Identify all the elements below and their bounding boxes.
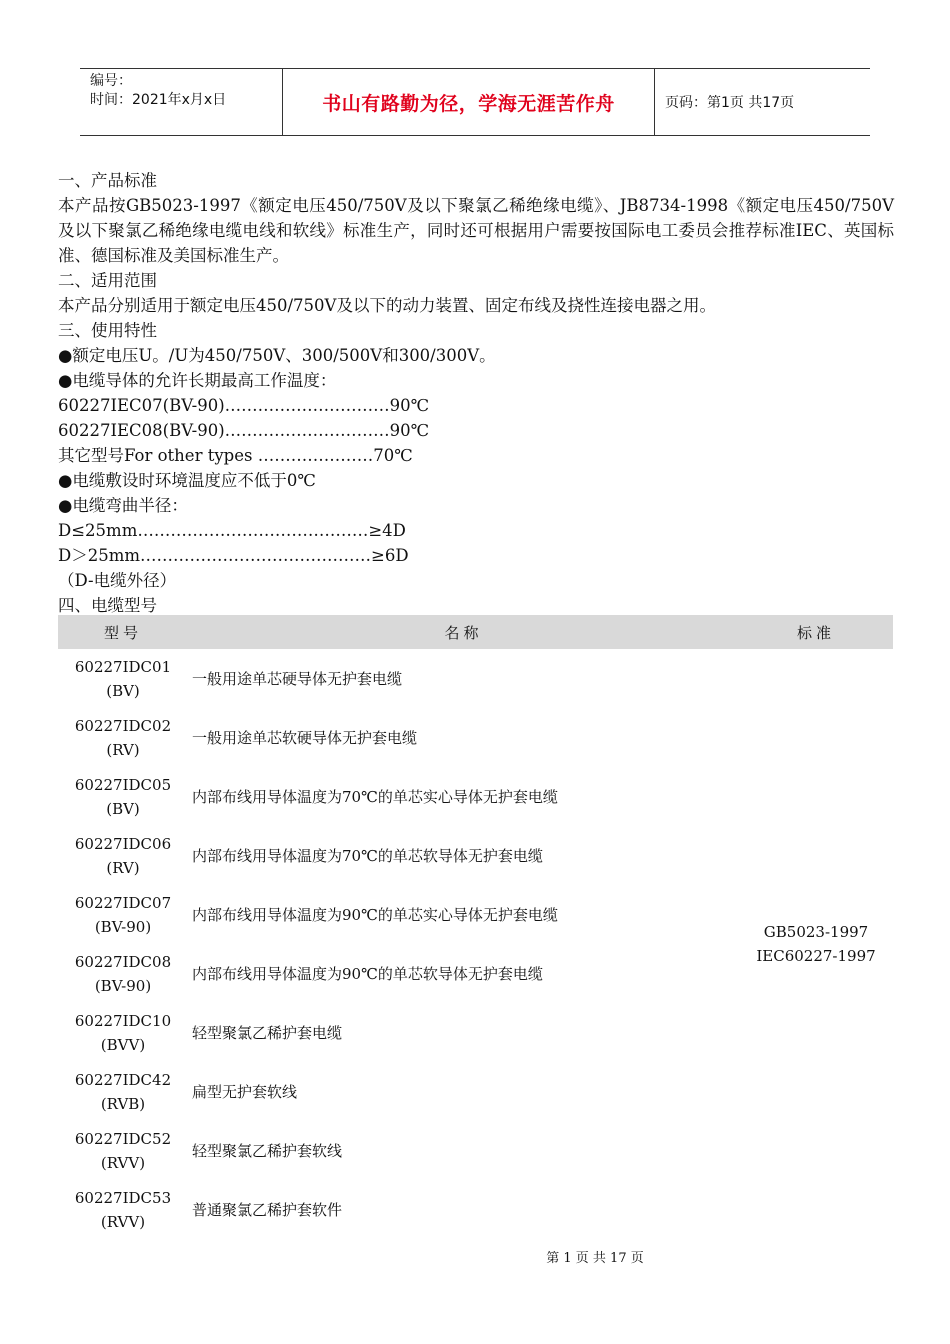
standard-iec: IEC60227-1997 — [756, 947, 876, 965]
document-time-label: 时间：2021年x月x日 — [90, 92, 227, 108]
section-text-scope: 本产品分别适用于额定电压450/750V及以下的动力装置、固定布线及挠性连接电器之用。 — [58, 296, 716, 315]
model-code: (BV-90) — [94, 917, 152, 936]
model-cell — [58, 767, 188, 826]
header-name: 名称 — [188, 615, 739, 649]
model-code: (RVB) — [100, 1094, 146, 1113]
model-number: 60227IDC01 — [74, 657, 172, 676]
section-title-scope: 二、适用范围 — [58, 271, 157, 290]
name-cell: 内部布线用导体温度为90℃的单芯软导体无护套电缆 — [192, 964, 543, 983]
model-number: 60227IDC05 — [74, 775, 172, 794]
model-cell — [58, 826, 188, 885]
model-cell — [58, 649, 188, 708]
name-cell: 扁型无护套软线 — [192, 1082, 298, 1101]
header-motto-cell — [282, 69, 655, 135]
model-code: (RV) — [106, 858, 140, 877]
name-cell: 内部布线用导体温度为70℃的单芯实心导体无护套电缆 — [192, 787, 558, 806]
model-number: 60227IDC06 — [74, 834, 172, 853]
characteristic-line: ●额定电压U。/U为450/750V、300/500V和300/300V。 — [58, 346, 496, 365]
cable-model-table — [58, 615, 893, 1239]
header-page-number: 页码：第1页 共17页 — [665, 95, 795, 111]
model-cell — [58, 1062, 188, 1121]
table-row — [58, 649, 893, 708]
model-number: 60227IDC08 — [74, 952, 172, 971]
model-number: 60227IDC53 — [74, 1188, 172, 1207]
section-title-standard: 一、产品标准 — [58, 171, 157, 190]
characteristic-line: D≤25mm……………………………………≥4D — [58, 521, 406, 540]
model-number: 60227IDC10 — [74, 1011, 172, 1030]
model-code: (RVV) — [100, 1212, 146, 1231]
name-cell: 内部布线用导体温度为70℃的单芯软导体无护套电缆 — [192, 846, 543, 865]
model-code: (BV) — [106, 681, 140, 700]
name-cell: 轻型聚氯乙稀护套软线 — [192, 1141, 343, 1160]
name-cell: 一般用途单芯硬导体无护套电缆 — [192, 669, 403, 688]
model-cell — [58, 944, 188, 1003]
model-number: 60227IDC02 — [74, 716, 172, 735]
characteristic-line: ●电缆弯曲半径： — [58, 496, 188, 515]
characteristic-line: （D-电缆外径） — [58, 571, 177, 590]
characteristic-line: ●电缆敷设时环境温度应不低于0℃ — [58, 471, 316, 490]
standard-gb: GB5023-1997 — [763, 923, 869, 941]
document-number-label: 编号： — [90, 73, 132, 89]
section-title-characteristics: 三、使用特性 — [58, 321, 157, 340]
model-cell — [58, 1003, 188, 1062]
header-model: 型号 — [58, 615, 188, 649]
header-meta — [80, 69, 282, 135]
table-header-row — [58, 615, 893, 649]
header-motto: 书山有路勤为径，学海无涯苦作舟 — [322, 92, 615, 115]
page-footer: 第 1 页 共 17 页 — [546, 1251, 644, 1266]
model-number: 60227IDC07 — [74, 893, 172, 912]
characteristic-line: ●电缆导体的允许长期最高工作温度： — [58, 371, 337, 390]
header-standard: 标准 — [739, 615, 893, 649]
name-cell: 普通聚氯乙稀护套软件 — [192, 1200, 343, 1219]
name-cell: 一般用途单芯软硬导体无护套电缆 — [192, 728, 418, 747]
model-number: 60227IDC52 — [74, 1129, 172, 1148]
name-cell: 轻型聚氯乙稀护套电缆 — [192, 1023, 343, 1042]
standard-cell — [739, 649, 893, 1239]
characteristic-line: 60227IEC07(BV-90)…………………………90℃ — [58, 396, 430, 415]
section-text-standard: 本产品按GB5023-1997《额定电压450/750V及以下聚氯乙稀绝缘电缆》、JB8734-1998《额定电压450/750V及以下聚氯乙稀绝缘电缆电线和软线》标准生产，同时还可根据用户需要按国际电工委员会推荐标准IEC、英国标准、德国标准及美国标准生产。 — [58, 196, 894, 265]
name-cell: 内部布线用导体温度为90℃的单芯实心导体无护套电缆 — [192, 905, 558, 924]
page-header — [80, 68, 870, 136]
section-title-models: 四、电缆型号 — [58, 596, 157, 615]
model-code: (RV) — [106, 740, 140, 759]
model-code: (BV-90) — [94, 976, 152, 995]
characteristic-line: D＞25mm……………………………………≥6D — [58, 546, 409, 565]
characteristic-line: 60227IEC08(BV-90)…………………………90℃ — [58, 421, 430, 440]
characteristic-line: 其它型号For other types …………………70℃ — [58, 446, 413, 465]
model-cell — [58, 1180, 188, 1239]
model-cell — [58, 885, 188, 944]
model-number: 60227IDC42 — [74, 1070, 172, 1089]
model-cell — [58, 1121, 188, 1180]
model-code: (RVV) — [100, 1153, 146, 1172]
model-code: (BV) — [106, 799, 140, 818]
model-cell — [58, 708, 188, 767]
model-code: (BVV) — [100, 1035, 146, 1054]
document-body — [58, 168, 894, 618]
